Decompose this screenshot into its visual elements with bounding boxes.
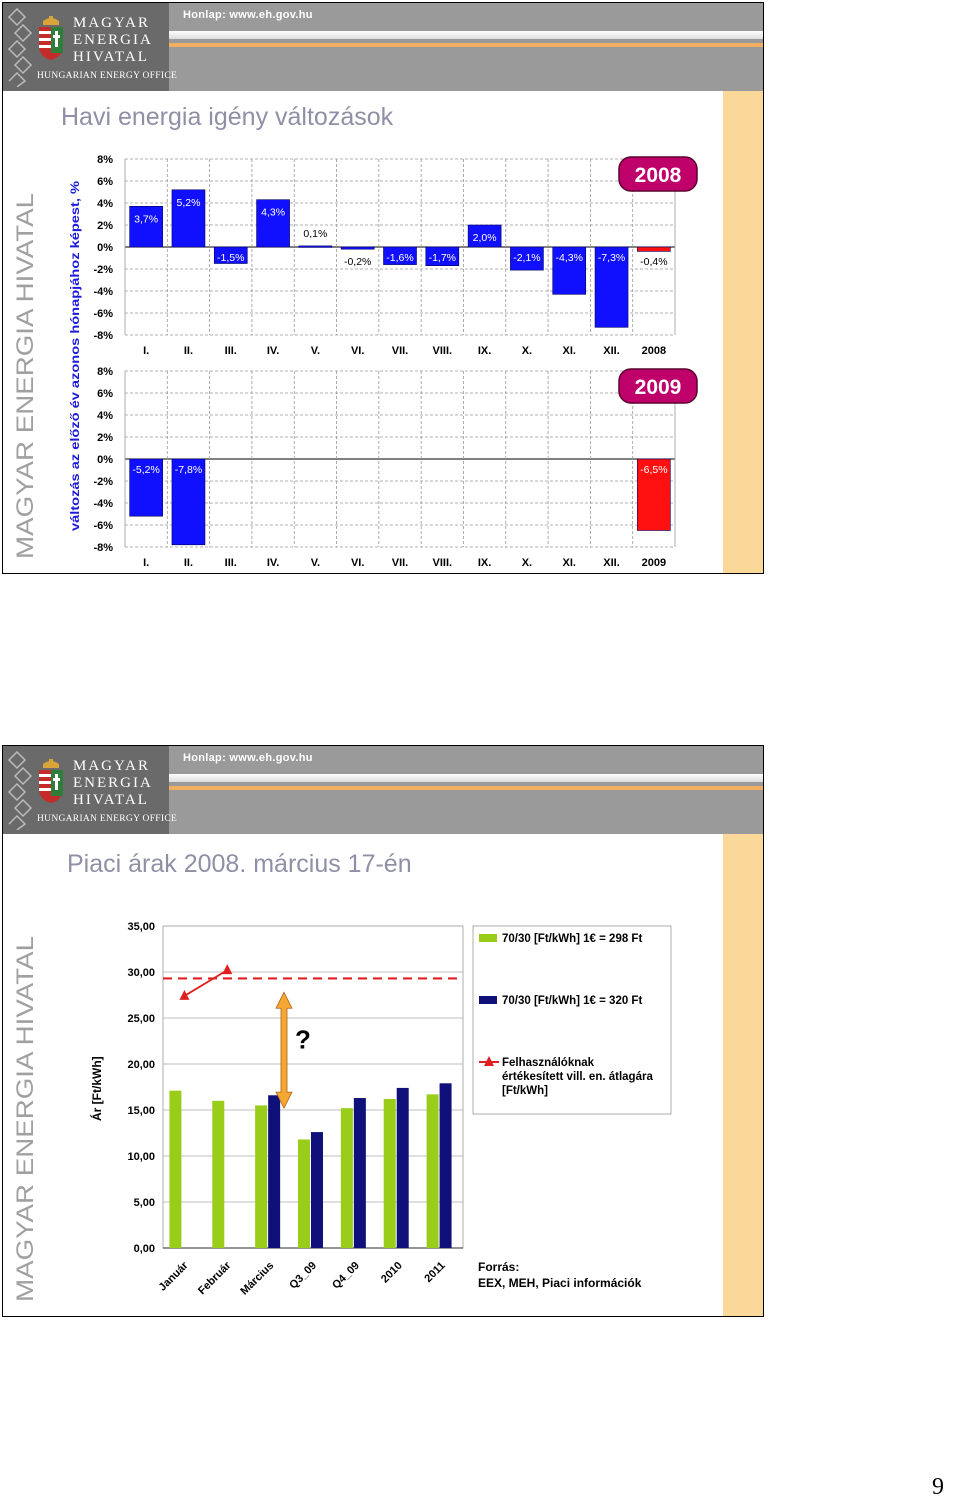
x-tick-label: IX. — [477, 345, 492, 357]
y-tick-label: -4% — [93, 286, 113, 298]
y-tick-label: 8% — [97, 366, 113, 378]
slide-1 — [2, 2, 764, 574]
x-tick-label: VII. — [391, 557, 409, 569]
logo — [3, 3, 178, 91]
x-tick-label: Q3_09 — [287, 1259, 320, 1292]
y-tick-label: 20,00 — [127, 1059, 155, 1071]
bar — [212, 1101, 224, 1248]
legend-label: 70/30 [Ft/kWh] 1€ = 298 Ft — [502, 933, 643, 945]
x-tick-label: XII. — [603, 345, 620, 357]
logo — [3, 746, 178, 834]
x-tick-label: XI. — [562, 557, 576, 569]
y-tick-label: 8% — [97, 154, 113, 166]
x-tick-label: IV. — [266, 557, 280, 569]
x-tick-label: XI. — [562, 345, 576, 357]
y-tick-label: 6% — [97, 388, 113, 400]
coat-of-arms-icon — [35, 758, 67, 804]
y-tick-label: -8% — [93, 330, 113, 342]
data-label: -6,5% — [640, 464, 668, 476]
bar — [440, 1083, 452, 1248]
homepage-link[interactable]: Honlap: www.eh.gov.hu — [183, 9, 313, 21]
data-label: -0,4% — [640, 256, 668, 268]
y-axis-label: változás az előző év azonos hónapjához képest, % — [68, 243, 82, 531]
y-tick-label: -2% — [93, 264, 113, 276]
data-label: -0,2% — [343, 256, 372, 268]
data-label: 2,0% — [472, 232, 497, 244]
data-label: -7,8% — [174, 464, 203, 476]
data-label: -1,7% — [428, 252, 457, 264]
source-label: Forrás: — [478, 1260, 520, 1274]
x-tick-label: VIII. — [432, 557, 453, 569]
year-badge-label: 2008 — [634, 164, 682, 187]
x-tick-label: X. — [521, 557, 533, 569]
chart-panel-2008 — [93, 154, 697, 357]
sidebar-vertical-text — [7, 934, 43, 1304]
x-tick-label: II. — [183, 345, 194, 357]
y-tick-label: 6% — [97, 176, 113, 188]
x-tick-label: 2008 — [641, 345, 667, 357]
bar — [169, 1091, 181, 1248]
logo-subtitle: HUNGARIAN ENERGY OFFICE — [37, 71, 178, 81]
x-tick-label: 2010 — [379, 1259, 405, 1286]
x-tick-label: II. — [183, 557, 194, 569]
x-tick-label: Q4_09 — [330, 1259, 362, 1292]
header-accent-line — [169, 43, 763, 47]
slide-title: Piaci árak 2008. március 17-én — [67, 850, 412, 878]
bar — [255, 1105, 267, 1248]
sidebar — [3, 834, 45, 1316]
bar — [311, 1132, 323, 1248]
x-tick-label: Február — [195, 1259, 234, 1298]
x-tick-label: V. — [310, 345, 321, 357]
data-label: 5,2% — [176, 196, 201, 209]
consumer-price-line — [184, 970, 227, 996]
year-badge-label: 2009 — [634, 376, 682, 399]
homepage-link[interactable]: Honlap: www.eh.gov.hu — [183, 752, 313, 764]
y-tick-label: 4% — [97, 410, 113, 422]
y-tick-label: 4% — [97, 198, 113, 210]
data-label: -2,1% — [513, 252, 541, 264]
slide-header — [3, 3, 763, 91]
sidebar-vertical-text — [7, 191, 43, 561]
y-tick-label: 15,00 — [127, 1105, 155, 1117]
double-arrow-icon — [276, 992, 292, 1108]
market-price-chart — [83, 906, 683, 1306]
data-label: -1,6% — [386, 252, 414, 264]
legend-label: értékesített vill. en. átlagára — [502, 1071, 653, 1083]
data-label: -1,5% — [217, 252, 245, 264]
x-tick-label: I. — [143, 345, 150, 357]
x-tick-label: 2009 — [641, 557, 667, 569]
bar — [427, 1094, 439, 1248]
x-tick-label: V. — [310, 557, 321, 569]
x-tick-label: VI. — [350, 345, 365, 357]
svg-text:MAGYAR ENERGIA HIVATAL: MAGYAR ENERGIA HIVATAL — [12, 985, 39, 1302]
bar — [299, 246, 332, 248]
x-tick-label: 2011 — [422, 1259, 448, 1286]
x-tick-label: IV. — [266, 345, 280, 357]
y-tick-label: 25,00 — [127, 1013, 155, 1025]
diamond-pattern-icon — [7, 750, 33, 830]
question-mark-annotation: ? — [295, 1024, 311, 1055]
bar — [298, 1139, 310, 1248]
bar — [354, 1098, 366, 1248]
y-tick-label: 0% — [97, 242, 113, 254]
bar — [397, 1088, 409, 1248]
source-text: EEX, MEH, Piaci információk — [478, 1276, 642, 1290]
svg-text:MAGYAR ENERGIA HIVATAL: MAGYAR ENERGIA HIVATAL — [12, 242, 39, 559]
bar — [341, 1108, 353, 1248]
slide-2 — [2, 745, 764, 1317]
data-label: -7,3% — [597, 252, 626, 264]
y-tick-label: 10,00 — [127, 1151, 155, 1163]
data-label: -4,3% — [555, 252, 583, 264]
monthly-demand-chart — [63, 151, 723, 571]
logo-subtitle: HUNGARIAN ENERGY OFFICE — [37, 814, 178, 824]
x-tick-label: X. — [521, 345, 533, 357]
page-number: 9 — [932, 1474, 944, 1500]
y-tick-label: 0% — [97, 454, 113, 466]
bar — [268, 1095, 280, 1248]
slide-title: Havi energia igény változások — [61, 103, 394, 131]
bar — [637, 247, 670, 251]
legend-swatch-320 — [479, 996, 497, 1004]
y-tick-label: 2% — [97, 220, 113, 232]
y-tick-label: 30,00 — [127, 967, 155, 979]
line-marker-triangle — [222, 964, 232, 974]
bar — [384, 1099, 396, 1248]
y-tick-label: -2% — [93, 476, 113, 488]
sidebar — [3, 91, 45, 573]
y-tick-label: 0,00 — [133, 1243, 155, 1255]
legend-label: Felhasználóknak — [502, 1057, 595, 1069]
line-marker-triangle — [179, 990, 189, 1000]
x-tick-label: I. — [143, 557, 150, 569]
logo-text: MAGYAR ENERGIA HIVATAL — [73, 15, 153, 65]
price-plot — [127, 921, 671, 1298]
right-accent-bar — [723, 834, 763, 1316]
data-label: -5,2% — [132, 464, 160, 476]
bar — [341, 247, 374, 249]
y-tick-label: 35,00 — [127, 921, 155, 933]
x-tick-label: VIII. — [432, 345, 453, 357]
data-label: 3,7% — [134, 213, 159, 226]
x-tick-label: III. — [224, 345, 237, 357]
data-label: 0,1% — [303, 228, 328, 240]
slide-header — [3, 746, 763, 834]
y-tick-label: -6% — [93, 308, 113, 320]
legend-swatch-298 — [479, 934, 497, 942]
coat-of-arms-icon — [35, 15, 67, 61]
header-band — [169, 31, 763, 39]
x-tick-label: Március — [238, 1259, 277, 1298]
y-tick-label: 2% — [97, 432, 113, 444]
x-tick-label: VII. — [391, 345, 409, 357]
header-band — [169, 774, 763, 782]
y-tick-label: -8% — [93, 542, 113, 554]
x-tick-label: IX. — [477, 557, 492, 569]
x-tick-label: III. — [224, 557, 237, 569]
x-tick-label: Január — [156, 1259, 191, 1294]
x-tick-label: XII. — [603, 557, 620, 569]
y-tick-label: -6% — [93, 520, 113, 532]
right-accent-bar — [723, 91, 763, 573]
diamond-pattern-icon — [7, 7, 33, 87]
y-tick-label: 5,00 — [133, 1197, 155, 1209]
header-accent-line — [169, 786, 763, 790]
chart-panel-2009 — [93, 366, 697, 569]
legend-label: 70/30 [Ft/kWh] 1€ = 320 Ft — [502, 995, 643, 1007]
y-axis-label: Ár [Ft/kWh] — [90, 1056, 104, 1121]
y-tick-label: -4% — [93, 498, 113, 510]
logo-text: MAGYAR ENERGIA HIVATAL — [73, 758, 153, 808]
x-tick-label: VI. — [350, 557, 365, 569]
legend-label: [Ft/kWh] — [502, 1085, 548, 1097]
data-label: 4,3% — [261, 206, 286, 219]
